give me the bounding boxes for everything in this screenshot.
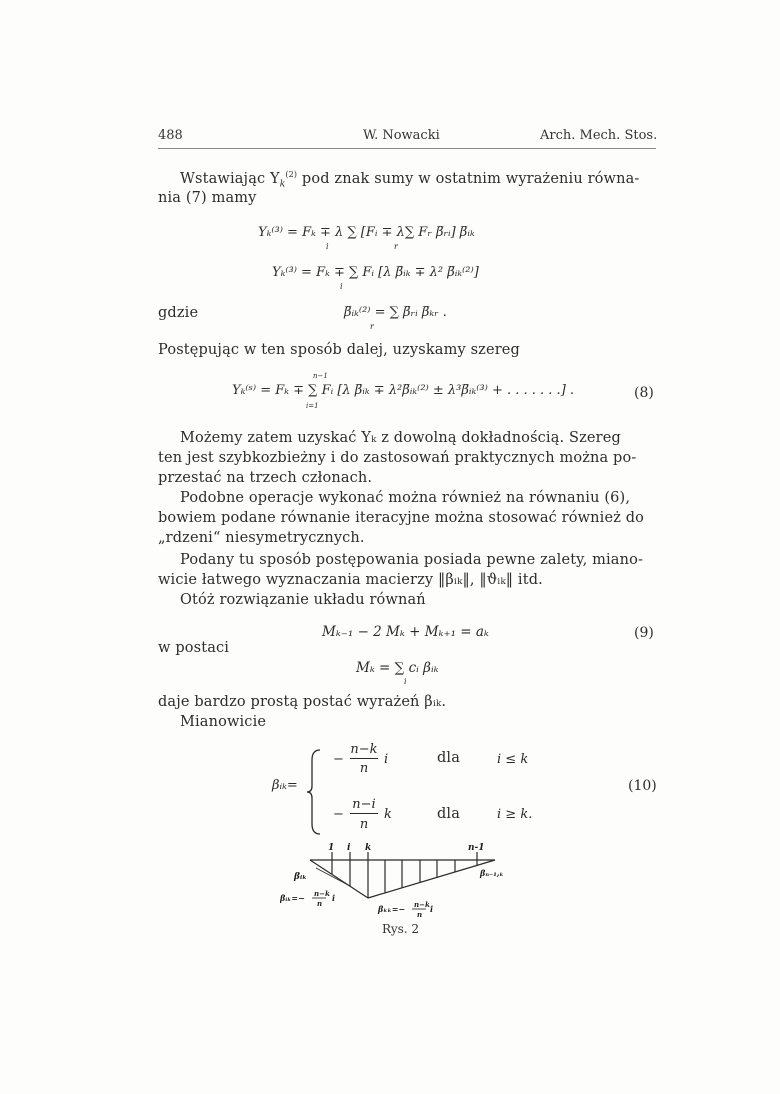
figure-caption: Rys. 2 bbox=[382, 922, 420, 936]
eq10-top-fraction-bar bbox=[350, 758, 378, 759]
para5-line2: wicie łatwego wyznaczania macierzy ‖βᵢₖ‖, ‖ϑᵢₖ‖ itd. bbox=[158, 572, 543, 588]
para1-text-b: pod znak sumy w ostatnim wyrażeniu równa- bbox=[297, 170, 640, 187]
eq-a-sum-index-r: r bbox=[394, 242, 398, 251]
running-journal: Arch. Mech. Stos. bbox=[540, 128, 658, 143]
eq-b-sum-index-i: i bbox=[340, 282, 343, 291]
eq10-bottom-var: k bbox=[384, 807, 392, 822]
eq10-dla-1: dla bbox=[437, 750, 461, 766]
figure-label-n-1: n-1 bbox=[468, 843, 485, 853]
influence-line-figure bbox=[280, 840, 520, 920]
figure-frac1-den: n bbox=[317, 899, 323, 908]
eq-c-sum-index-r: r bbox=[370, 322, 374, 331]
page-number: 488 bbox=[158, 128, 183, 143]
para2: Postępując w ten sposób dalej, uzyskamy szereg bbox=[158, 342, 520, 358]
para8: Mianowicie bbox=[180, 714, 267, 730]
figure-label-beta-ik: βᵢₖ bbox=[294, 872, 307, 882]
figure-label-beta-kk-eq: βₖₖ=− bbox=[378, 904, 406, 914]
eq8-sum-upper: n−1 bbox=[313, 372, 328, 380]
para1-text-a: Wstawiając Y bbox=[180, 170, 280, 187]
eq8-sum-lower: i=1 bbox=[306, 402, 319, 410]
para1-sub: k bbox=[279, 179, 286, 190]
figure-label-beta-ik-eq: βᵢₖ=− bbox=[280, 893, 305, 903]
para5-line1: Podany tu sposób postępowania posiada pewne zalety, miano- bbox=[180, 552, 643, 568]
equation-number-9: (9) bbox=[634, 625, 654, 641]
para3-line2: ten jest szybkozbieżny i do zastosowań praktycznych można po- bbox=[158, 450, 637, 466]
eq10-top-minus: − bbox=[333, 752, 344, 767]
eq10-bottom-denominator: n bbox=[359, 817, 369, 832]
eq10-bottom-numerator: n−i bbox=[352, 797, 376, 812]
eq9b-sum-index-i: i bbox=[404, 677, 407, 686]
eq10-condition-2: i ≥ k. bbox=[497, 807, 533, 822]
figure-frac1-num: n−k bbox=[314, 889, 330, 898]
para4-line2: bowiem podane równanie iteracyjne można stosować również do bbox=[158, 510, 645, 526]
running-author: W. Nowacki bbox=[363, 128, 440, 143]
para3-line1: Możemy zatem uzyskać Yₖ z dowolną dokładnością. Szereg bbox=[180, 430, 621, 446]
eq10-top-denominator: n bbox=[359, 761, 369, 776]
figure-label-beta-n1k: βₙ₋₁,ₖ bbox=[480, 868, 504, 878]
equation-number-8: (8) bbox=[634, 385, 654, 401]
para7: daje bardzo prostą postać wyrażeń βᵢₖ. bbox=[158, 694, 447, 710]
w-postaci-label: w postaci bbox=[158, 640, 230, 656]
para4-line3: „rdzeni“ niesymetrycznych. bbox=[158, 530, 365, 546]
gdzie-label: gdzie bbox=[158, 305, 199, 321]
equation-b: Yₖ⁽³⁾ = Fₖ ∓ ∑ Fᵢ [λ β̅ᵢₖ ∓ λ² β̅ᵢₖ⁽²⁾] bbox=[272, 265, 479, 280]
equation-number-10: (10) bbox=[628, 778, 657, 794]
eq10-brace bbox=[306, 748, 322, 836]
eq10-dla-2: dla bbox=[437, 806, 461, 822]
eq10-bottom-fraction-bar bbox=[350, 813, 378, 814]
eq10-lhs: βᵢₖ= bbox=[272, 778, 298, 793]
equation-9: Mₖ₋₁ − 2 Mₖ + Mₖ₊₁ = aₖ bbox=[322, 624, 489, 640]
para3-line3: przestać na trzech członach. bbox=[158, 470, 373, 486]
equation-c: β̅ᵢₖ⁽²⁾ = ∑ β̅ᵣᵢ β̅ₖᵣ . bbox=[344, 305, 447, 320]
figure-frac2-var: i bbox=[430, 904, 434, 914]
header-rule bbox=[158, 148, 656, 149]
figure-frac2-den: n bbox=[417, 910, 423, 919]
eq10-top-numerator: n−k bbox=[350, 742, 378, 757]
para1-sup: (2) bbox=[285, 170, 298, 179]
figure-right-slope bbox=[368, 860, 495, 898]
figure-label-i: i bbox=[347, 843, 351, 853]
para1-line1 bbox=[180, 170, 639, 190]
figure-frac2-num: n−k bbox=[414, 900, 430, 909]
para4-line1: Podobne operacje wykonać można również na równaniu (6), bbox=[180, 490, 631, 506]
eq-a-sum-index-i: i bbox=[326, 242, 329, 251]
figure-label-1: 1 bbox=[328, 843, 335, 853]
para6: Otóż rozwiązanie układu równań bbox=[180, 592, 426, 608]
figure-leader-left bbox=[316, 868, 350, 886]
equation-8: Yₖ⁽ˢ⁾ = Fₖ ∓ ∑ Fᵢ [λ β̅ᵢₖ ∓ λ²β̅ᵢₖ⁽²⁾ ± λ³β̅ᵢₖ⁽³⁾ + . . . . . . .] . bbox=[232, 383, 575, 398]
eq10-condition-1: i ≤ k bbox=[497, 752, 529, 767]
eq10-top-var: i bbox=[384, 752, 389, 767]
figure-label-k: k bbox=[365, 843, 372, 853]
eq10-bottom-minus: − bbox=[333, 807, 344, 822]
equation-9b: Mₖ = ∑ cᵢ βᵢₖ bbox=[356, 660, 439, 676]
equation-a: Yₖ⁽³⁾ = Fₖ ∓ λ ∑ [Fᵢ ∓ λ∑ Fᵣ β̅ᵣᵢ] β̅ᵢₖ bbox=[258, 225, 475, 240]
figure-frac1-var: i bbox=[332, 893, 336, 903]
para1-line2: nia (7) mamy bbox=[158, 190, 257, 206]
